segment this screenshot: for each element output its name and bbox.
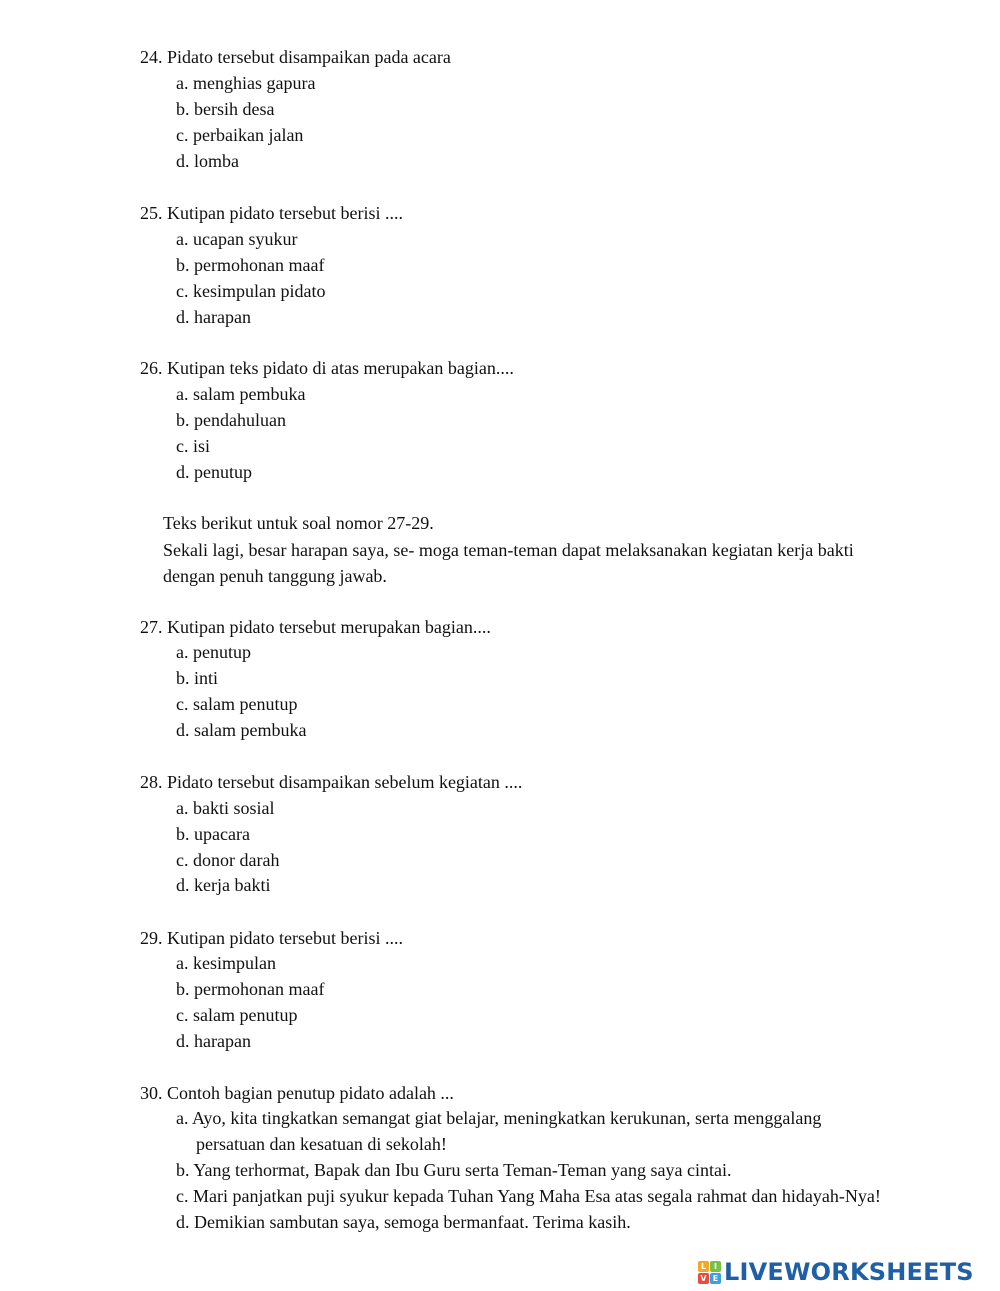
question-29-stem: 29. Kutipan pidato tersebut berisi .... bbox=[140, 928, 403, 948]
question-29-option-d: d. harapan bbox=[176, 1031, 251, 1051]
question-27-option-a: a. penutup bbox=[176, 642, 251, 662]
question-28-option-b: b. upacara bbox=[176, 824, 250, 844]
liveworksheets-wordmark: LIVEWORKSHEETS bbox=[724, 1258, 974, 1286]
question-24-option-a: a. menghias gapura bbox=[176, 73, 316, 93]
logo-letter-v: V bbox=[698, 1273, 709, 1284]
question-26-stem: 26. Kutipan teks pidato di atas merupakan bagian.... bbox=[140, 358, 514, 378]
question-26-option-b: b. pendahuluan bbox=[176, 410, 286, 430]
question-25-option-a: a. ucapan syukur bbox=[176, 229, 298, 249]
question-25-stem: 25. Kutipan pidato tersebut berisi .... bbox=[140, 203, 403, 223]
question-25-option-b: b. permohonan maaf bbox=[176, 255, 325, 275]
logo-letter-l: L bbox=[698, 1261, 709, 1272]
question-29-option-c: c. salam penutup bbox=[176, 1005, 298, 1025]
question-26-option-a: a. salam pembuka bbox=[176, 384, 306, 404]
question-30-stem: 30. Contoh bagian penutup pidato adalah ... bbox=[140, 1083, 454, 1103]
question-30-option-c: c. Mari panjatkan puji syukur kepada Tuhan Yang Maha Esa atas segala rahmat dan hidayah-Nya! bbox=[176, 1186, 881, 1206]
logo-letter-i: I bbox=[710, 1261, 721, 1272]
question-25-option-d: d. harapan bbox=[176, 307, 251, 327]
question-26-option-c: c. isi bbox=[176, 436, 210, 456]
passage-intro: Teks berikut untuk soal nomor 27-29. bbox=[163, 513, 434, 533]
question-30-option-b: b. Yang terhormat, Bapak dan Ibu Guru serta Teman-Teman yang saya cintai. bbox=[176, 1160, 732, 1180]
question-28-option-a: a. bakti sosial bbox=[176, 798, 275, 818]
question-27-option-d: d. salam pembuka bbox=[176, 720, 307, 740]
question-30-option-a: a. Ayo, kita tingkatkan semangat giat belajar, meningkatkan kerukunan, serta menggalang bbox=[176, 1108, 822, 1128]
question-28-stem: 28. Pidato tersebut disampaikan sebelum kegiatan .... bbox=[140, 772, 523, 792]
passage-line-2: dengan penuh tanggung jawab. bbox=[163, 566, 387, 586]
question-30-option-a-continued: persatuan dan kesatuan di sekolah! bbox=[196, 1134, 447, 1154]
question-27-option-c: c. salam penutup bbox=[176, 694, 298, 714]
question-27-option-b: b. inti bbox=[176, 668, 219, 688]
question-30-option-d: d. Demikian sambutan saya, semoga bermanfaat. Terima kasih. bbox=[176, 1212, 631, 1232]
question-24-option-c: c. perbaikan jalan bbox=[176, 125, 304, 145]
logo-letter-e: E bbox=[710, 1273, 721, 1284]
question-25-option-c: c. kesimpulan pidato bbox=[176, 281, 326, 301]
question-28-option-d: d. kerja bakti bbox=[176, 875, 271, 895]
question-26-option-d: d. penutup bbox=[176, 462, 252, 482]
question-29-option-a: a. kesimpulan bbox=[176, 953, 276, 973]
question-24-stem: 24. Pidato tersebut disampaikan pada acara bbox=[140, 47, 451, 67]
question-28-option-c: c. donor darah bbox=[176, 850, 280, 870]
passage-line-1: Sekali lagi, besar harapan saya, se- moga teman-teman dapat melaksanakan kegiatan kerja bakti bbox=[163, 540, 854, 560]
question-27-stem: 27. Kutipan pidato tersebut merupakan bagian.... bbox=[140, 617, 491, 637]
liveworksheets-logo bbox=[698, 1258, 974, 1286]
question-24-option-b: b. bersih desa bbox=[176, 99, 275, 119]
liveworksheets-logo-icon bbox=[698, 1261, 721, 1284]
question-29-option-b: b. permohonan maaf bbox=[176, 979, 325, 999]
question-24-option-d: d. lomba bbox=[176, 151, 239, 171]
